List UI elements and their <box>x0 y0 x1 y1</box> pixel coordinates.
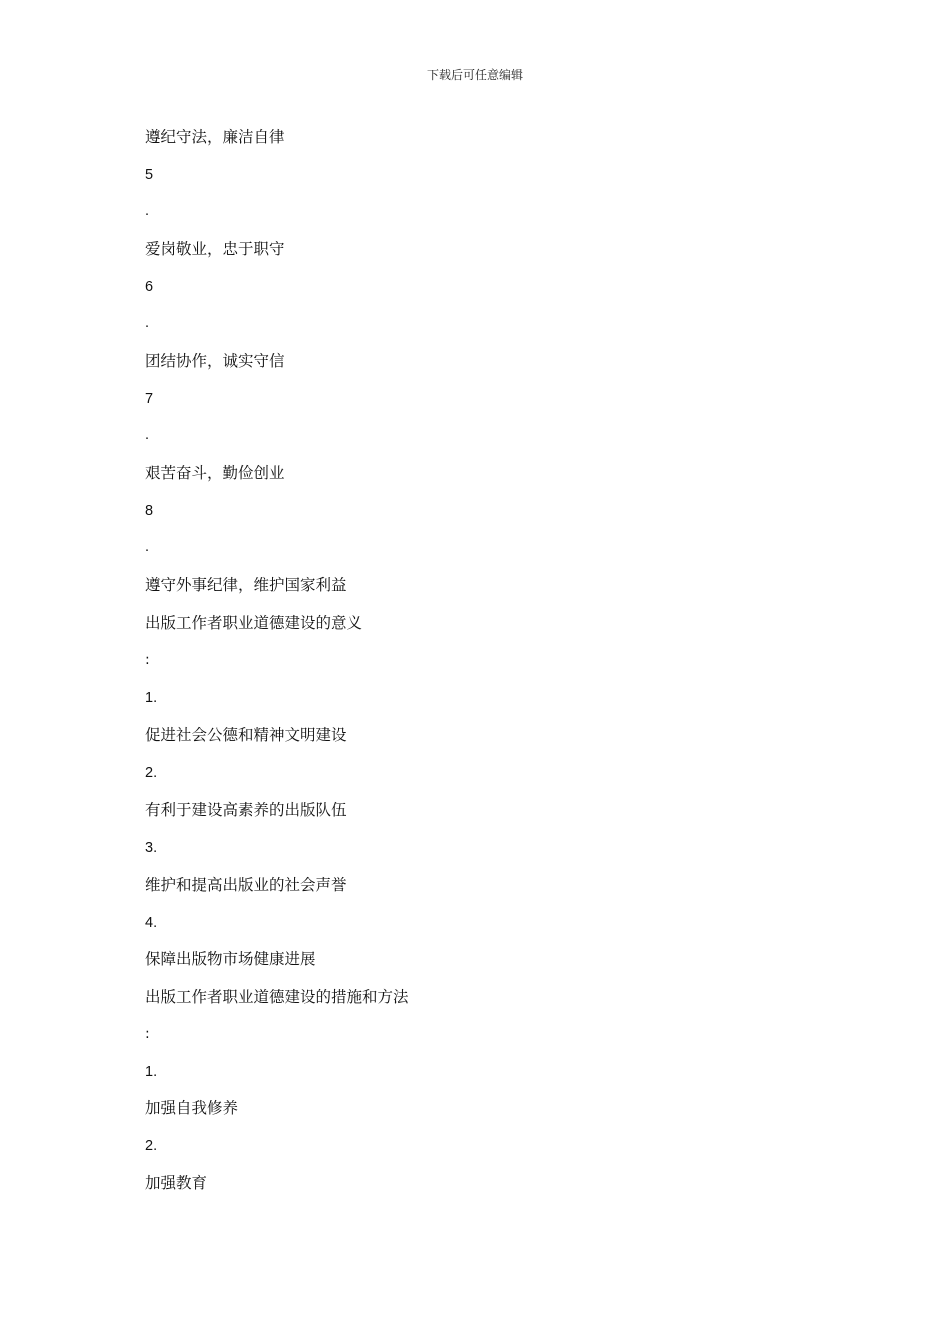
list-number: 7 <box>145 391 154 407</box>
list-number: 1. <box>145 690 158 706</box>
list-item: 保障出版物市场健康进展 <box>145 950 316 968</box>
list-number: 3. <box>145 840 158 856</box>
heading-colon: : <box>145 1026 150 1042</box>
heading-colon: : <box>145 652 150 668</box>
text-line: 艰苦奋斗，勤俭创业 <box>145 464 285 482</box>
list-number: 2. <box>145 1138 158 1154</box>
text-line: 遵纪守法，廉洁自律 <box>145 128 285 146</box>
section-heading: 出版工作者职业道德建设的意义 <box>145 614 363 632</box>
list-number: 2. <box>145 765 158 781</box>
list-number: 5 <box>145 167 154 183</box>
list-item: 加强自我修养 <box>145 1099 239 1117</box>
list-number: 4. <box>145 915 158 931</box>
list-dot: . <box>145 539 150 555</box>
text-line: 爱岗敬业，忠于职守 <box>145 240 285 258</box>
list-dot: . <box>145 203 150 219</box>
list-number: 6 <box>145 279 154 295</box>
page-header: 下载后可任意编辑 <box>426 68 523 82</box>
list-item: 有利于建设高素养的出版队伍 <box>145 801 347 819</box>
list-dot: . <box>145 315 150 331</box>
list-dot: . <box>145 427 150 443</box>
list-number: 1. <box>145 1064 158 1080</box>
text-line: 遵守外事纪律，维护国家利益 <box>145 576 347 594</box>
text-line: 团结协作，诚实守信 <box>145 352 285 370</box>
list-item: 维护和提高出版业的社会声誉 <box>145 876 347 894</box>
section-heading: 出版工作者职业道德建设的措施和方法 <box>145 988 409 1006</box>
list-number: 8 <box>145 503 154 519</box>
list-item: 加强教育 <box>145 1174 208 1192</box>
list-item: 促进社会公德和精神文明建设 <box>145 726 347 744</box>
